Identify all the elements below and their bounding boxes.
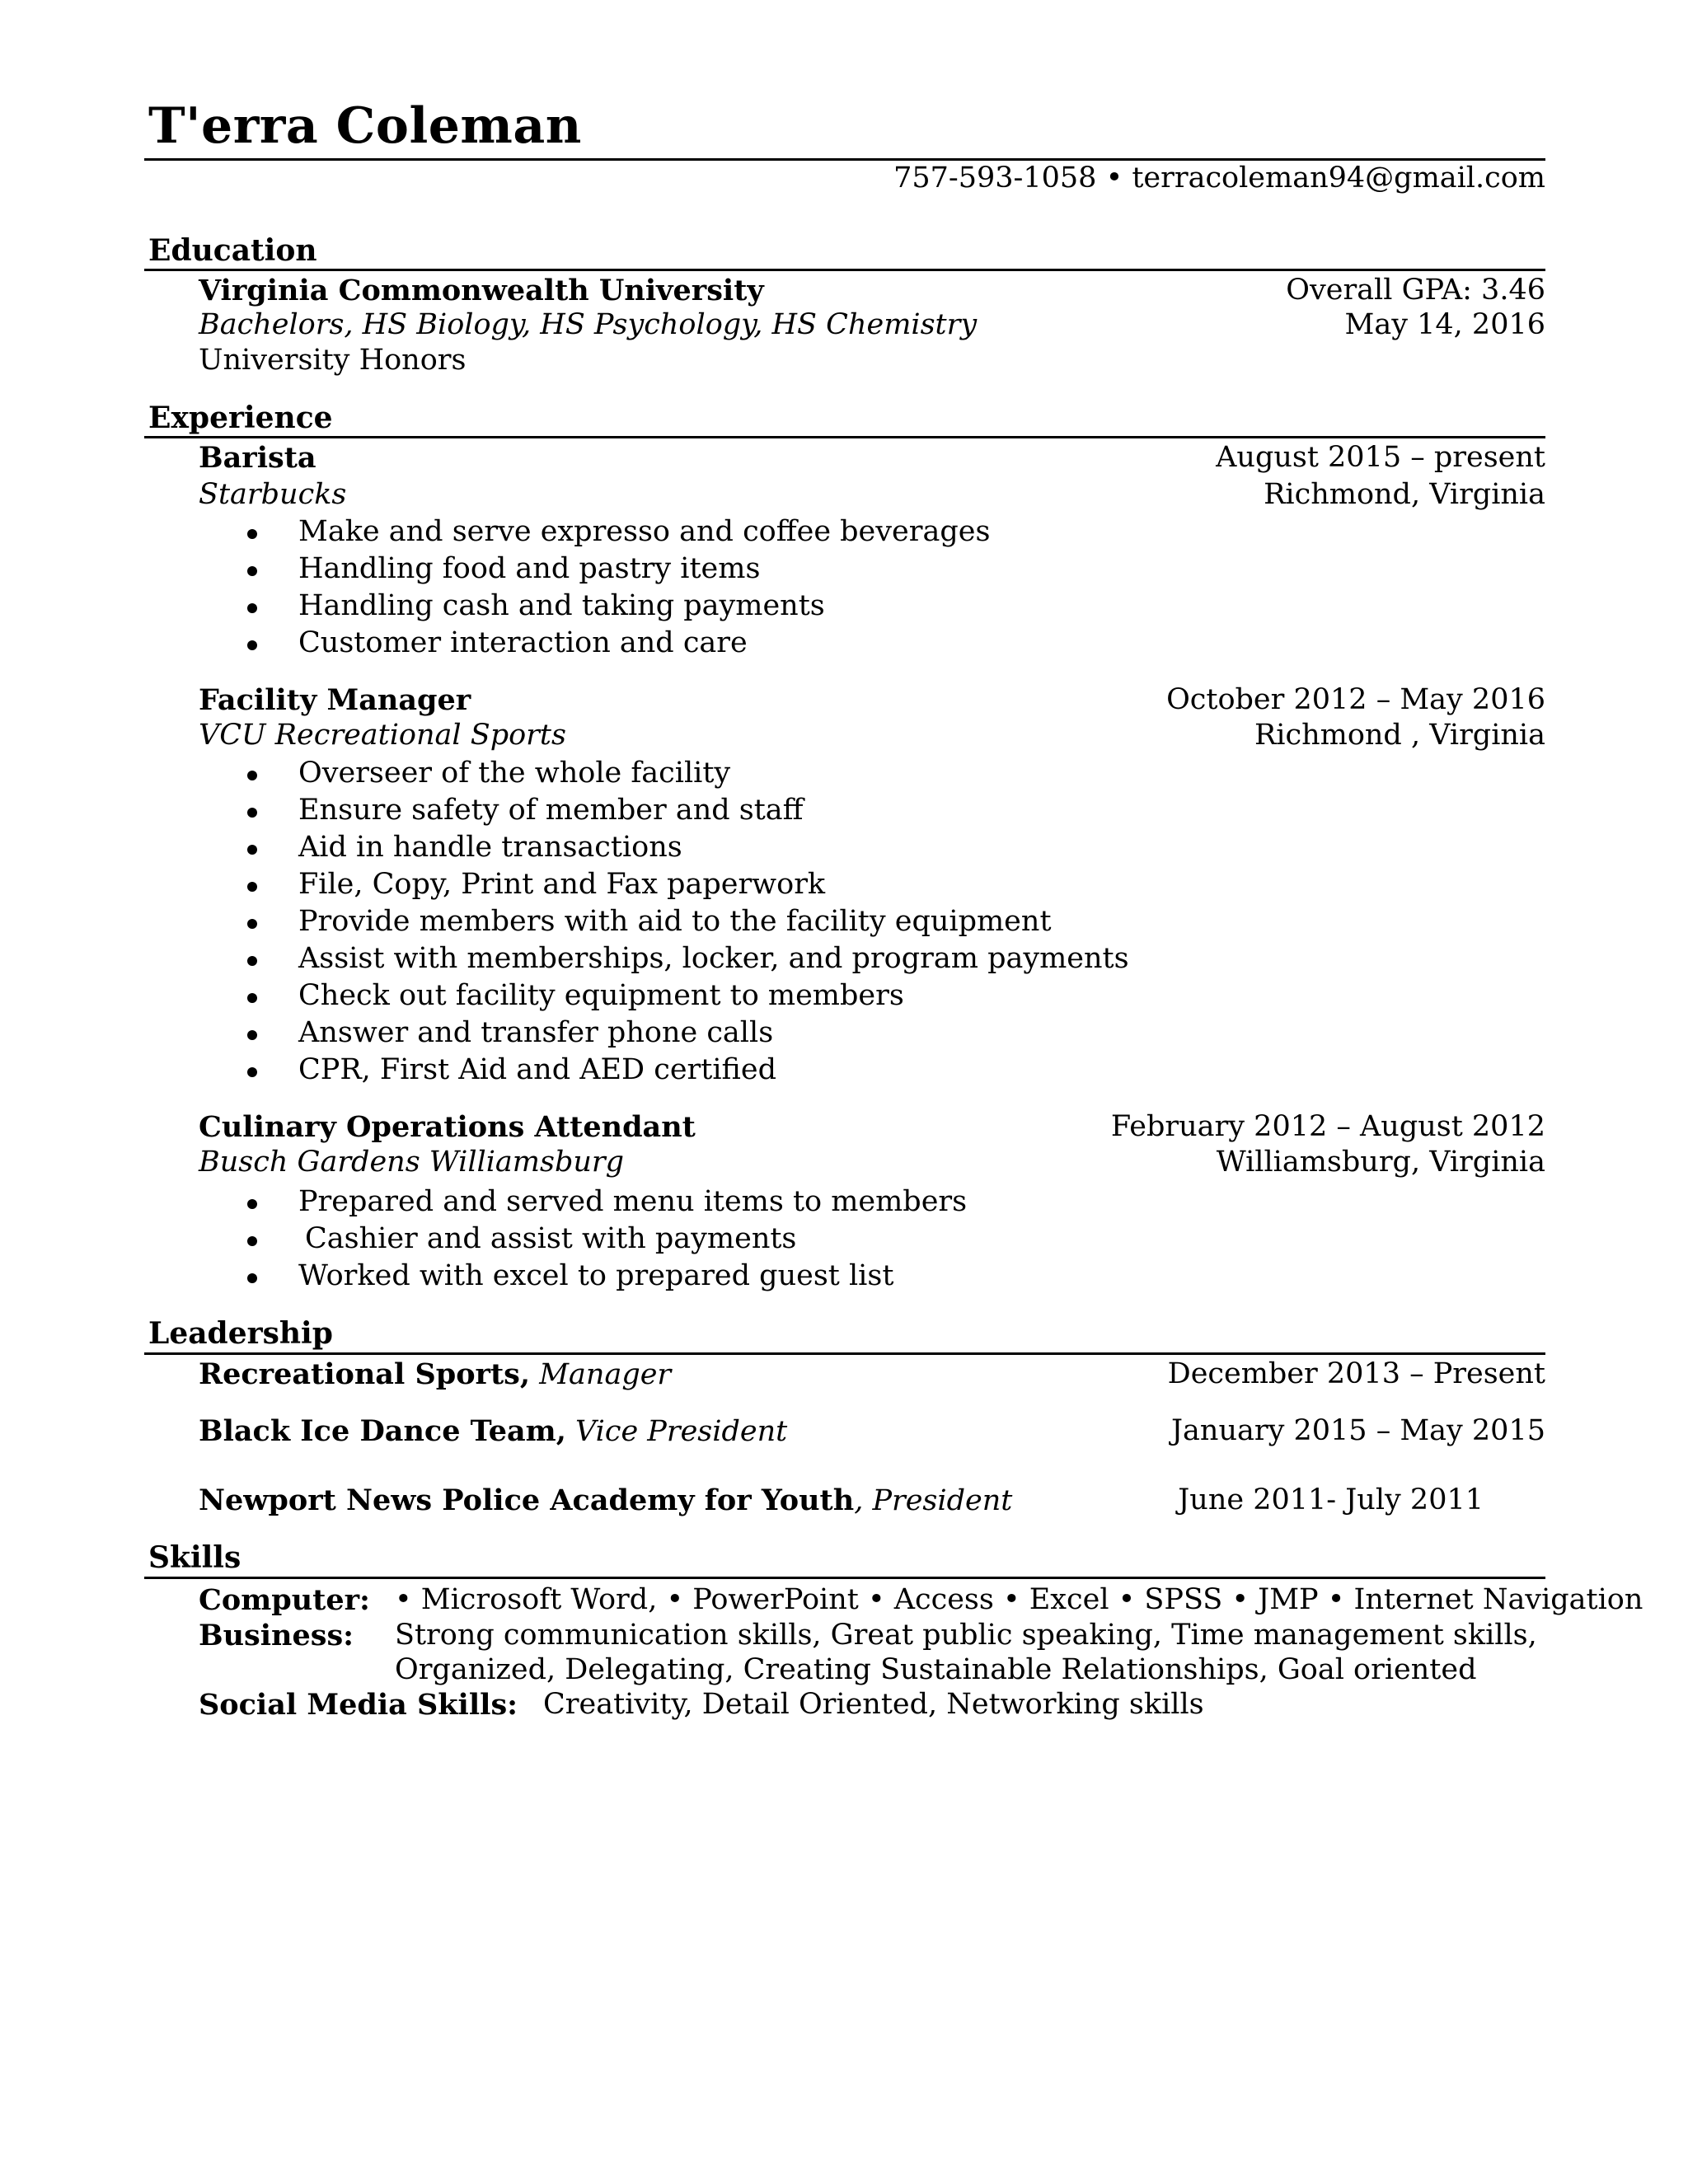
- leadership-item: Newport News Police Academy for Youth, President: [199, 1483, 1013, 1517]
- experience-divider: [144, 436, 1545, 438]
- leadership-dates: June 2011- July 2011: [1178, 1483, 1484, 1516]
- leadership-item: Black Ice Dance Team, Vice President: [199, 1414, 788, 1448]
- resume-name: T'erra Coleman: [148, 97, 582, 155]
- bullet-icon: [247, 640, 257, 650]
- job-location: Richmond , Virginia: [1254, 719, 1545, 752]
- header-divider: [144, 158, 1545, 161]
- skill-text-social-media: Creativity, Detail Oriented, Networking skills: [543, 1688, 1204, 1721]
- bullet-icon: [247, 993, 257, 1003]
- bullet-icon: [247, 1273, 257, 1283]
- skill-label-social-media: Social Media Skills:: [199, 1688, 518, 1722]
- bullet-icon: [247, 808, 257, 818]
- leadership-dates: December 2013 – Present: [1167, 1357, 1545, 1390]
- contact-info: 757-593-1058 • terracoleman94@gmail.com: [893, 162, 1545, 194]
- education-date: May 14, 2016: [1344, 308, 1545, 341]
- education-school: Virginia Commonwealth University: [199, 274, 764, 307]
- bullet-icon: [247, 1199, 257, 1209]
- education-honors: University Honors: [199, 344, 467, 377]
- bullet-icon: [247, 1067, 257, 1077]
- education-degree: Bachelors, HS Biology, HS Psychology, HS Chemistry: [199, 308, 978, 341]
- bullet-icon: [247, 845, 257, 855]
- job-role: Culinary Operations Attendant: [199, 1110, 696, 1144]
- education-divider: [144, 269, 1545, 271]
- skill-text-business-cont: Organized, Delegating, Creating Sustainable Relationships, Goal oriented: [395, 1653, 1477, 1686]
- job-org: Busch Gardens Williamsburg: [199, 1146, 625, 1179]
- job-location: Richmond, Virginia: [1264, 478, 1545, 511]
- skills-divider: [144, 1577, 1545, 1579]
- skill-text-business: Strong communication skills, Great public speaking, Time management skills,: [395, 1619, 1537, 1652]
- bullet-icon: [247, 529, 257, 539]
- education-heading: Education: [148, 233, 317, 268]
- job-org: Starbucks: [199, 478, 347, 511]
- leadership-dates: January 2015 – May 2015: [1171, 1414, 1545, 1447]
- bullet-icon: [247, 771, 257, 780]
- bullet-icon: [247, 1236, 257, 1246]
- leadership-heading: Leadership: [148, 1316, 333, 1351]
- leadership-item: Recreational Sports, Manager: [199, 1357, 672, 1391]
- job-dates: August 2015 – present: [1216, 441, 1545, 474]
- bullet-icon: [247, 566, 257, 576]
- job-org: VCU Recreational Sports: [199, 719, 566, 752]
- bullet-icon: [247, 956, 257, 966]
- bullet-icon: [247, 603, 257, 613]
- job-role: Facility Manager: [199, 683, 471, 717]
- bullet-icon: [247, 882, 257, 892]
- skill-label-business: Business:: [199, 1619, 354, 1652]
- job-dates: October 2012 – May 2016: [1166, 683, 1545, 716]
- skill-text-computer: • Microsoft Word, • PowerPoint • Access • Excel • SPSS • JMP • Internet Navigation: [395, 1583, 1643, 1616]
- job-location: Williamsburg, Virginia: [1216, 1146, 1545, 1179]
- leadership-divider: [144, 1352, 1545, 1355]
- bullet-icon: [247, 1030, 257, 1040]
- experience-heading: Experience: [148, 401, 333, 435]
- bullet-icon: [247, 919, 257, 929]
- skills-heading: Skills: [148, 1540, 241, 1575]
- resume-page: T'erra Coleman 757-593-1058 • terracoleman94@gmail.com Education Virginia Commonwealth University Overall GPA: 3.46 Bachelors, HS Biology, HS Psychology, HS Chemistry May 14, 2016 University Honors Experience Barista August 2015 – present Starbucks Richmond, Virginia Make and serve expresso and coffee beverages Handling food and pastry items Handling cash and taking payments Customer interaction and care Facility Manager October 2012 – May 2016 VCU Recreational Sports Richmond , Virginia Overseer of the whole facility Ensure safety of member and staff Aid in handle transactions File, Copy, Print and Fax paperwork Provide members with aid to the facility equipment Assist with memberships, locker, and program payments Check out facility equipment to members Answer and transfer phone calls CPR, First Aid and AED certified Culinary Operations Attendant February 2012 – August 2012 Busch Gardens Williamsburg Williamsburg, Virginia Prepared and served menu items to members Cashier and assist with payments Worked with excel to prepared guest list Leadership Recreational Sports, Manager December 2013 – Present Black Ice Dance Team, Vice President January 2015 – May 2015 Newport News Police Academy for Youth, President June 2011- July 2011 Skills Computer: • Microsoft Word, • PowerPoint • Access • Excel • SPSS • JMP • Internet Navigation Business: Strong communication skills, Great public speaking, Time management skills, Organized, Delegating, Creating Sustainable Relationships, Goal oriented Social Media Skills: Creativity, Detail Oriented, Networking skills: [0, 0, 1688, 2184]
- job-dates: February 2012 – August 2012: [1110, 1110, 1545, 1143]
- skill-label-computer: Computer:: [199, 1583, 370, 1617]
- job-role: Barista: [199, 441, 316, 475]
- education-gpa: Overall GPA: 3.46: [1286, 274, 1545, 307]
